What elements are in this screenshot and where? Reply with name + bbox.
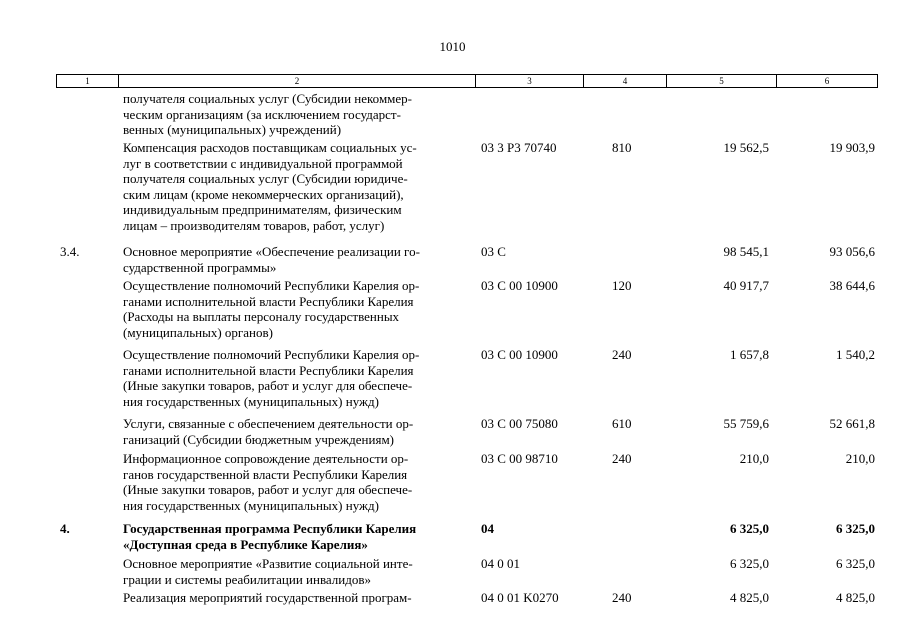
row-code: 03 С 00 10900 (481, 278, 558, 293)
row-code: 03 С (481, 244, 506, 259)
row-value-2020: 6 325,0 (836, 556, 875, 571)
row-code: 03 3 Р3 70740 (481, 140, 557, 155)
row-value-2019: 1 657,8 (730, 347, 769, 362)
row-value-2019: 98 545,1 (723, 244, 769, 259)
row-number: 4. (60, 521, 70, 536)
row-name: Компенсация расходов поставщикам социальных ус- луг в соответствии с индивидуальной программой получателя социальных услуг (Субсидии юридиче- ским лицам (кроме некоммерческих организаций), индивидуальным предпринимателям, физическим лицам – производителям товаров, работ, услуг) (123, 140, 417, 233)
row-value-2019: 4 825,0 (730, 590, 769, 605)
row-kvr: 240 (612, 451, 632, 466)
row-kvr: 240 (612, 590, 632, 605)
column-header-1: 1 (56, 75, 118, 87)
row-name: Осуществление полномочий Республики Карелия ор- ганами исполнительной власти Республики Карелия (Иные закупки товаров, работ и услуг для обеспече- ния государственных (муниципальных) нужд) (123, 347, 420, 409)
row-value-2019: 210,0 (739, 451, 769, 466)
row-value-2020: 1 540,2 (836, 347, 875, 362)
row-value-2020: 93 056,6 (829, 244, 875, 259)
row-kvr: 240 (612, 347, 632, 362)
column-header-5: 5 (666, 75, 776, 87)
row-name: Осуществление полномочий Республики Карелия ор- ганами исполнительной власти Республики Карелия (Расходы на выплаты персоналу государственных (муниципальных) органов) (123, 278, 420, 340)
row-value-2019: 55 759,6 (723, 416, 769, 431)
row-value-2020: 19 903,9 (829, 140, 875, 155)
row-value-2020: 6 325,0 (836, 521, 875, 536)
page-number: 1010 (439, 39, 466, 54)
column-header-4: 4 (583, 75, 666, 87)
row-name: Государственная программа Республики Карелия «Доступная среда в Республике Карелия» (123, 521, 417, 552)
row-name: Основное мероприятие «Обеспечение реализации го- сударственной программы» (123, 244, 420, 275)
row-name: Реализация мероприятий государственной програм- (123, 590, 412, 605)
row-code: 03 С 00 10900 (481, 347, 558, 362)
row-name: получателя социальных услуг (Субсидии некоммер- ческим организациям (за исключением государст- венных (муниципальных) учреждений) (123, 91, 412, 137)
row-name: Информационное сопровождение деятельности ор- ганов государственной власти Республики Карелия (Иные закупки товаров, работ и услуг для обеспече- ния государственных (муниципальных) нужд) (123, 451, 413, 513)
row-value-2019: 6 325,0 (730, 521, 769, 536)
row-kvr: 610 (612, 416, 632, 431)
row-code: 03 С 00 98710 (481, 451, 558, 466)
row-name: Услуги, связанные с обеспечением деятельности ор- ганизаций (Субсидии бюджетным учреждениям) (123, 416, 414, 447)
row-number: 3.4. (60, 244, 80, 259)
row-value-2019: 6 325,0 (730, 556, 769, 571)
row-kvr: 120 (612, 278, 632, 293)
row-code: 04 0 01 K0270 (481, 590, 559, 605)
row-code: 03 С 00 75080 (481, 416, 558, 431)
row-value-2020: 38 644,6 (829, 278, 875, 293)
row-value-2020: 4 825,0 (836, 590, 875, 605)
row-name: Основное мероприятие «Развитие социальной инте- грации и системы реабилитации инвалидов» (123, 556, 413, 587)
row-value-2019: 19 562,5 (723, 140, 769, 155)
row-value-2020: 210,0 (845, 451, 875, 466)
row-code: 04 0 01 (481, 556, 520, 571)
row-code: 04 (481, 521, 494, 536)
row-value-2020: 52 661,8 (829, 416, 875, 431)
column-header-2: 2 (118, 75, 475, 87)
column-header-3: 3 (475, 75, 583, 87)
row-value-2019: 40 917,7 (723, 278, 769, 293)
table-header (56, 74, 878, 88)
column-header-6: 6 (776, 75, 878, 87)
row-kvr: 810 (612, 140, 632, 155)
